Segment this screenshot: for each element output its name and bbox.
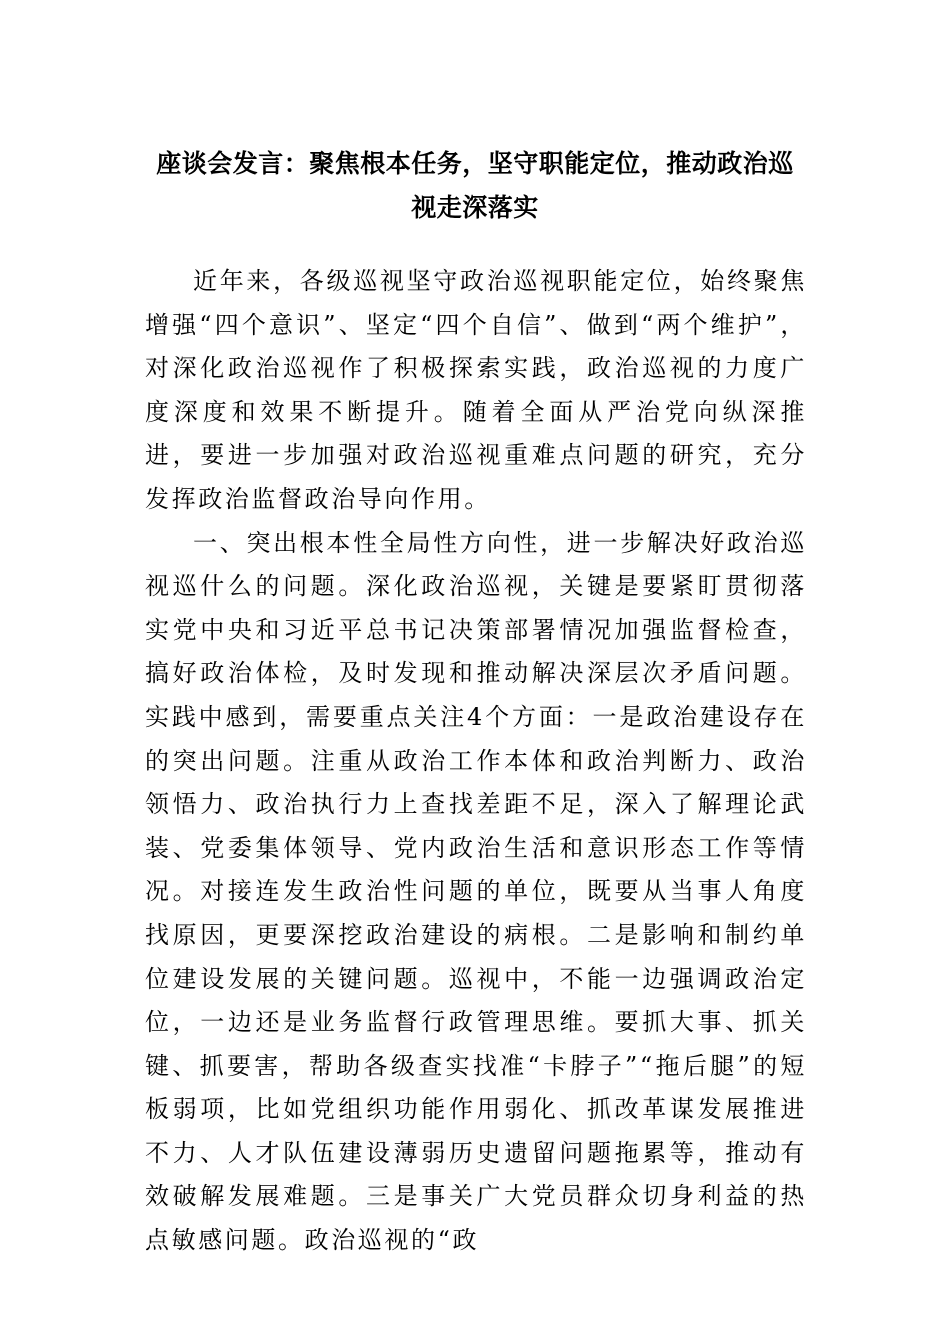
paragraph-section-one: 一、突出根本性全局性方向性，进一步解决好政治巡视巡什么的问题。深化政治巡视，关键是要紧盯贯彻落实党中央和习近平总书记决策部署情况加强监督检查，搞好政治体检，及时发现和推动解决深层次矛盾问题。实践中感到，需要重点关注4个方面：一是政治建设存在的突出问题。注重从政治工作本体和政治判断力、政治领悟力、政治执行力上查找差距不足，深入了解理论武装、党委集体领导、党内政治生活和意识形态工作等情况。对接连发生政治性问题的单位，既要从当事人角度找原因，更要深挖政治建设的病根。二是影响和制约单位建设发展的关键问题。巡视中，不能一边强调政治定位，一边还是业务监督行政管理思维。要抓大事、抓关键、抓要害，帮助各级查实找准“卡脖子”“拖后腿”的短板弱项，比如党组织功能作用弱化、抓改革谋发展推进不力、人才队伍建设薄弱历史遗留问题拖累等，推动有效破解发展难题。三是事关广大党员群众切身利益的热点敏感问题。政治巡视的“政 xyxy=(145,528,807,1255)
document-title xyxy=(140,142,810,230)
title-line-2: 视走深落实 xyxy=(411,193,539,222)
document-body xyxy=(145,260,807,1263)
title-line-1: 座谈会发言：聚焦根本任务，坚守职能定位，推动政治巡 xyxy=(156,149,794,178)
paragraph-intro: 近年来，各级巡视坚守政治巡视职能定位，始终聚焦增强“四个意识”、坚定“四个自信”、做到“两个维护”，对深化政治巡视作了积极探索实践，政治巡视的力度广度深度和效果不断提升。随着全面从严治党向纵深推进，要进一步加强对政治巡视重难点问题的研究，充分发挥政治监督政治导向作用。 xyxy=(145,267,807,513)
